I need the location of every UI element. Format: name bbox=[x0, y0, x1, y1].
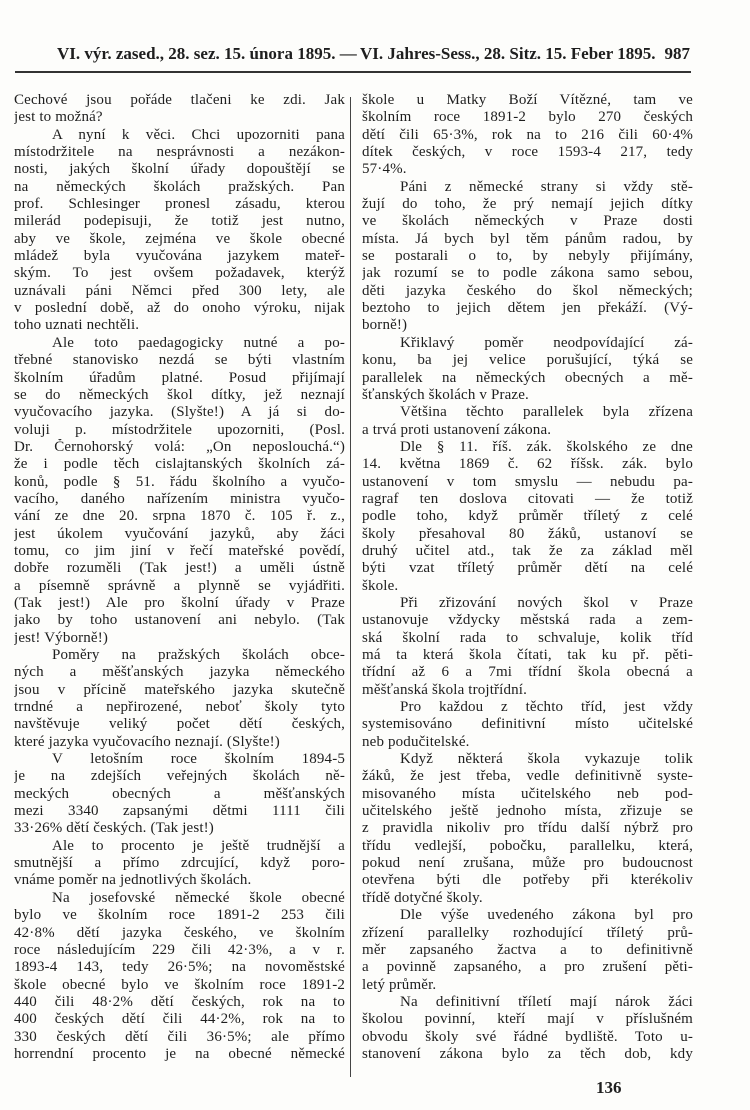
column-divider bbox=[350, 97, 351, 1077]
paragraph bbox=[362, 179, 693, 335]
text-line: letý průměr. bbox=[362, 976, 437, 993]
text-line: Páni z německé strany si vždy stě- bbox=[400, 178, 693, 195]
running-header bbox=[15, 44, 690, 68]
text-line: vnáme poměr na jednotlivých školách. bbox=[14, 872, 252, 889]
paragraph bbox=[14, 127, 345, 335]
text-line: beztoho to jejich dětem jen překáží. (Vý- bbox=[362, 300, 693, 317]
text-line: Při zřizování nových škol v Praze bbox=[400, 594, 693, 611]
text-line: ve školách německých v Praze dosti bbox=[362, 213, 693, 230]
text-line: jak rozumí se to podle zákona samo sebou, bbox=[362, 265, 693, 282]
signature-number: 136 bbox=[596, 1078, 622, 1097]
text-line: na německých školách pražských. Pan bbox=[14, 178, 345, 195]
text-line: býti vzat tříletý průměr dětí na celé bbox=[362, 560, 693, 577]
text-line: Na josefovské německé škole obecné bbox=[52, 889, 345, 906]
text-line: jest to možná? bbox=[14, 109, 103, 126]
paragraph bbox=[14, 92, 345, 127]
header-czech: VI. výr. zased., 28. sez. 15. února 1895. — bbox=[57, 44, 357, 63]
text-line: má ta která škola čítati, tak ku př. pěti- bbox=[362, 647, 693, 663]
text-line: které jazyka vyučovacího neznají. (Slyšte!) bbox=[14, 733, 280, 750]
text-line: navštěvuje veliký počet dětí českých, bbox=[14, 716, 345, 733]
text-line: Na definitivní tříletí mají nárok žáci bbox=[400, 993, 693, 1010]
text-line: vání ze dne 20. srpna 1870 č. 105 ř. z., bbox=[14, 508, 345, 525]
text-line: ustanovení v tom smyslu — nebudu pa- bbox=[362, 473, 693, 490]
text-line: otevřena býti dle potřeby při kterékoliv bbox=[362, 872, 693, 889]
text-line: toho uznati nechtěli. bbox=[14, 317, 140, 334]
paragraph bbox=[362, 751, 693, 907]
text-line: třídní až 6 a 7mi třídní škola obecná a bbox=[362, 664, 693, 681]
text-line: škole. bbox=[362, 577, 399, 594]
text-line: konů, podle § 51. řádu školního a vyučo- bbox=[14, 473, 345, 490]
text-line: Když některá škola vykazuje tolik bbox=[400, 751, 693, 768]
paragraph bbox=[14, 838, 345, 890]
text-line: školním roce 1891-2 bylo 270 českých bbox=[362, 109, 693, 126]
text-line: místodržitele na nesprávnosti a nezákon- bbox=[14, 144, 345, 161]
text-line: ných a měšťanských jazyka německého bbox=[14, 664, 345, 681]
text-line: pokud není zrušana, může pro budoucnost bbox=[362, 855, 693, 872]
text-line: uznávali páni Němci před 300 lety, ale bbox=[14, 282, 345, 299]
text-line: tomu, co jim jiní v řečí mateřské povědí, bbox=[14, 542, 345, 559]
header-rule bbox=[15, 71, 691, 73]
text-line: Většina těchto parallelek byla zřízena bbox=[400, 404, 693, 421]
text-line: dobře rozuměli (Tak jest!) a uměli ústně bbox=[14, 560, 345, 577]
text-line: smutnější a přímo zdrcující, když poro- bbox=[14, 855, 345, 872]
text-line: A nyní k věci. Chci upozorniti pana bbox=[52, 126, 345, 143]
text-line: měr zapsaného žactva a to definitivně bbox=[362, 941, 693, 958]
text-line: 57·4%. bbox=[362, 161, 407, 178]
text-line: je na zdejších veřejných školách ně- bbox=[14, 768, 345, 785]
text-line: se postarali o to, by nebyly přijímány, bbox=[362, 248, 693, 265]
paragraph bbox=[362, 907, 693, 994]
text-line: 400 českých dětí čili 44·2%, rok na to bbox=[14, 1011, 345, 1028]
text-line: voluji p. místodržitele upozorniti, (Posl. bbox=[14, 421, 345, 438]
text-line: nosti, jakých školní úřady dopouštějí se bbox=[14, 161, 345, 178]
paragraph bbox=[362, 335, 693, 404]
text-line: aby ve škole, zejména ve škole obecné bbox=[14, 230, 345, 247]
paragraph bbox=[362, 595, 693, 699]
right-column bbox=[362, 92, 693, 1063]
text-line: a písemně správně a plynně se vyjádřiti. bbox=[14, 577, 345, 594]
text-line: V letošním roce školním 1894-5 bbox=[52, 751, 345, 768]
text-line: neb podučitelské. bbox=[362, 733, 470, 750]
paragraph bbox=[362, 439, 693, 595]
text-line: dítek českých, v roce 1593-4 217, tedy bbox=[362, 144, 693, 161]
text-line: škole u Matky Boží Vítězné, tam ve bbox=[362, 92, 693, 108]
text-line: obvodu školy své řádné bydliště. Toto u- bbox=[362, 1028, 693, 1045]
text-line: borně!) bbox=[362, 317, 408, 334]
header-german: VI. Jahres-Sess., 28. Sitz. 15. Feber 1895. bbox=[360, 44, 656, 63]
text-line: ragraf ten doslova citovati — že totiž bbox=[362, 490, 693, 507]
left-column bbox=[14, 92, 345, 1063]
text-line: z pravidla nikoliv pro třídu další nýbrž pro bbox=[362, 820, 693, 837]
text-line: zřízení parallelky rozhodující tříletý prů- bbox=[362, 924, 693, 941]
text-line: 440 čili 48·2% dětí českých, rok na to bbox=[14, 993, 345, 1010]
paragraph bbox=[362, 994, 693, 1063]
text-line: Ale toto paedagogicky nutné a po- bbox=[52, 334, 345, 351]
paragraph bbox=[14, 890, 345, 1063]
text-line: žují do toho, že prý nemají jejich dítky bbox=[362, 196, 693, 213]
text-line: třídu vedlejší, pobočku, parallelku, která, bbox=[362, 837, 693, 854]
text-line: jest! Výborně!) bbox=[14, 629, 109, 646]
text-line: šťanských školách v Praze. bbox=[362, 386, 529, 403]
text-line: mládež byla vyučována jazykem mateř- bbox=[14, 248, 345, 265]
text-line: druhý učitel atd., tak že za základ měl bbox=[362, 542, 693, 559]
text-line: děti jazyka českého do škol německých; bbox=[362, 282, 693, 299]
text-line: v poslední době, až do onoho výroku, nijak bbox=[14, 300, 345, 317]
text-line: mezi 3340 zapsanými dětmi 1111 čili bbox=[14, 803, 345, 820]
text-line: Křiklavý poměr neodpovídající zá- bbox=[400, 334, 693, 351]
text-line: jsou v přícině mateřského jazyka skutečně bbox=[14, 681, 345, 698]
text-line: horrendní procento je na obecné německé bbox=[14, 1045, 345, 1062]
text-line: a povinně zapsaného, a pro zrušení pěti- bbox=[362, 959, 693, 976]
text-line: měšťanská škola trojtřídní. bbox=[362, 681, 528, 698]
paragraph bbox=[362, 92, 693, 179]
text-line: vyučovacího jazyka. (Slyšte!) A já si do- bbox=[14, 404, 345, 421]
text-line: Pro každou z těchto tříd, jest vždy bbox=[400, 699, 693, 716]
text-line: trndné a nepřirozené, neboť školy tyto bbox=[14, 699, 345, 716]
text-line: Dle § 11. říš. zák. školského ze dne bbox=[400, 438, 693, 455]
text-line: Dle výše uvedeného zákona byl pro bbox=[400, 907, 693, 924]
text-line: 14. května 1869 č. 62 říšsk. zák. bylo bbox=[362, 456, 693, 473]
text-line: meckých obecných a měšťanských bbox=[14, 785, 345, 802]
text-line: 1893-4 143, tedy 26·5%; na novoměstské bbox=[14, 959, 345, 976]
text-line: dětí čili 65·3%, rok na to 216 čili 60·4% bbox=[362, 126, 693, 143]
text-line: třídě dotyčné školy. bbox=[362, 889, 483, 906]
text-line: žáků, že jest třeba, vedle definitivně syste- bbox=[362, 768, 693, 785]
text-line: podle toho, když průměr tříletý z celé bbox=[362, 508, 693, 525]
paragraph bbox=[14, 335, 345, 647]
text-line: prof. Schlesinger pronesl zásadu, kterou bbox=[14, 196, 345, 213]
text-line: jest úkolem vyučování jazyků, aby žáci bbox=[14, 525, 345, 542]
text-line: parallelek na německých obecných a mě- bbox=[362, 369, 693, 386]
text-line: misovaného místa učitelského neb pod- bbox=[362, 785, 693, 802]
text-line: 330 českých dětí čili 36·5%; ale přímo bbox=[14, 1028, 345, 1045]
text-line: Poměry na pražských školách obce- bbox=[52, 647, 345, 663]
text-line: že i podle těch cislajtanských školních zá- bbox=[14, 456, 345, 473]
text-line: stanovení zákona bylo za těch dob, kdy bbox=[362, 1045, 693, 1062]
text-line: 42·8% dětí jazyka českého, ve školním bbox=[14, 924, 345, 941]
text-line: ská školní rada to schvaluje, kolik tříd bbox=[362, 629, 693, 646]
text-line: učitelského ještě jednoho místa, zřizuje se bbox=[362, 803, 693, 820]
text-line: bylo ve školním roce 1891-2 253 čili bbox=[14, 907, 345, 924]
paragraph bbox=[14, 751, 345, 838]
text-line: školním úřadům platné. Posud přijímají bbox=[14, 369, 345, 386]
text-line: Dr. Černohorský volá: „On neposlouchá.“) bbox=[14, 438, 345, 455]
text-line: systemisováno definitivní místo učitelské bbox=[362, 716, 693, 733]
text-line: jako by toho ustanovení ani nebylo. (Tak bbox=[14, 612, 345, 629]
paragraph bbox=[362, 699, 693, 751]
text-line: třebné stanovisko nezdá se býti vlastním bbox=[14, 352, 345, 369]
text-line: škole obecné bylo ve školním roce 1891-2 bbox=[14, 976, 345, 993]
text-line: Ale to procento je ještě trudnější a bbox=[52, 837, 345, 854]
text-line: milerád podepisuji, že totiž jest nutno, bbox=[14, 213, 345, 230]
text-line: 33·26% dětí českých. (Tak jest!) bbox=[14, 820, 214, 837]
text-line: konu, ba jej velice porušující, týká se bbox=[362, 352, 693, 369]
paragraph bbox=[362, 404, 693, 439]
text-line: se do německých škol dítky, jež neznají bbox=[14, 386, 345, 403]
text-line: ustanovuje vždycky městská rada a zem- bbox=[362, 612, 693, 629]
text-line: místa. Já bych byl těm pánům radou, by bbox=[362, 230, 693, 247]
text-line: a trvá proti ustanovení zákona. bbox=[362, 421, 552, 438]
text-line: roce následujícím 229 čili 42·3%, a v r. bbox=[14, 941, 345, 958]
text-line: Cechové jsou pořáde tlačeni ke zdi. Jak bbox=[14, 92, 345, 108]
text-line: ským. To jest ovšem požadavek, kterýž bbox=[14, 265, 345, 282]
page-number: 987 bbox=[664, 44, 690, 63]
text-line: vacího, daného nařízením ministra vyučo- bbox=[14, 490, 345, 507]
paragraph bbox=[14, 647, 345, 751]
text-line: školy přesahoval 80 žáků, ustanoví se bbox=[362, 525, 693, 542]
text-line: školou povinní, kteří mají v příslušném bbox=[362, 1011, 693, 1028]
text-line: (Tak jest!) Ale pro školní úřady v Praze bbox=[14, 594, 345, 611]
